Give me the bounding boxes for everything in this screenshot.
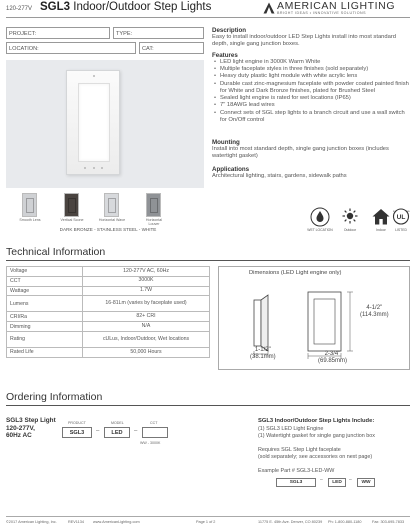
footer-revision: REV1134 [68, 520, 84, 524]
spec-key: Voltage [7, 267, 83, 277]
features-list [212, 59, 412, 124]
dot-bottom-right [101, 167, 103, 169]
indoor-icon [371, 207, 391, 227]
feature-item: • Connect sets of SGL step lights to a branch circuit and use a wall switch for On/Off control [212, 110, 412, 124]
description-heading: Description [212, 27, 247, 34]
width-dimension-label [318, 351, 347, 365]
spec-row [7, 286, 210, 296]
feature-item: • Heavy duty plastic light module with white acrylic lens [212, 73, 412, 80]
spec-row [7, 276, 210, 286]
feature-item: • LED light engine in 3000K Warm White [212, 59, 412, 66]
side-view-lip [261, 295, 268, 351]
requires-line-1: Requires SGL Step Light faceplate [258, 447, 341, 453]
example-dash-2: – [349, 477, 352, 483]
spec-key: Lumens [7, 296, 83, 312]
technical-info-divider [6, 260, 410, 261]
spec-row [7, 322, 210, 332]
front-view-faceplate [308, 292, 341, 351]
includes-heading: SGL3 Indoor/Outdoor Step Lights Include: [258, 418, 375, 424]
page-title [40, 1, 211, 13]
ordering-product-name: SGL3 Step Light [6, 417, 56, 424]
applications-text: Architectural lighting, stairs, gardens, sidewalk paths [212, 173, 347, 179]
outdoor-label: Outdoor [343, 228, 357, 232]
spec-value: 50,000 Hours [83, 347, 210, 357]
spec-key: Wattage [7, 286, 83, 296]
height-mm: (114.3mm) [360, 311, 389, 318]
faceplate-opening [108, 198, 116, 213]
spec-row [7, 331, 210, 347]
applications-heading: Applications [212, 166, 250, 173]
spec-key: Rated Life [7, 347, 83, 357]
footer-phone: Ph: 1-800-880-1180 [328, 520, 362, 524]
ordering-model-box: LED [104, 427, 130, 438]
project-label: PROJECT: [9, 31, 37, 37]
depth-value: 1-1/2" [254, 347, 271, 353]
part-number: 120-277V [6, 6, 33, 12]
spec-value: 82+ CRI [83, 312, 210, 322]
type-label: TYPE: [116, 31, 133, 37]
ordering-info-heading: Ordering Information [6, 391, 103, 403]
ordering-product-voltage: 120-277V, [6, 424, 35, 432]
spec-key: Rating [7, 331, 83, 347]
spec-value: N/A [83, 322, 210, 332]
spec-value: 1.7W [83, 286, 210, 296]
depth-dimension-label [250, 347, 276, 361]
header-divider [6, 17, 410, 18]
dot-bottom-left [84, 167, 86, 169]
spec-row [7, 312, 210, 322]
footer-fax: Fax: 303-695-7833 [372, 520, 405, 524]
includes-item-2: (1) Watertight gasket for single gang junction box [258, 433, 375, 439]
faceplate-swatch [104, 193, 119, 217]
finish-options: DARK BRONZE - STAINLESS STEEL - WHITE [59, 227, 157, 232]
feature-item: • Durable cast zinc-magnesium faceplate with powder coated painted finish for White and Dark Bronze finishes, plated for Brushed Steel [212, 81, 412, 95]
svg-text:UL: UL [396, 214, 406, 221]
cct-caption: CCT [150, 421, 158, 425]
faceplate-opening [150, 198, 158, 213]
faceplate-label: Vertical Scone [60, 218, 84, 222]
footer-page-number: Page 1 of 2 [196, 520, 216, 524]
height-value: 4-1/2" [366, 305, 383, 311]
project-field[interactable] [6, 27, 110, 39]
svg-text:us: us [406, 209, 410, 213]
svg-text:c: c [393, 209, 395, 213]
description-text: Easy to install indoor/outdoor LED Step Lights install into most standard depth, single gang junction boxes. [212, 34, 396, 48]
faceplate-opening [26, 198, 34, 213]
mounting-text: Install into most standard depth, single gang junction boxes (includes watertight gasket) [212, 146, 389, 160]
location-label: LOCATION: [9, 46, 39, 52]
product-photo-faceplate [66, 70, 120, 175]
technical-info-heading: Technical Information [6, 246, 106, 258]
footer-divider [6, 516, 410, 517]
width-value: 2-3/4" [324, 351, 341, 357]
width-mm: (69.85mm) [318, 357, 348, 364]
title-description: Indoor/Outdoor Step Lights [73, 1, 212, 13]
spec-value: 16-81Lm (varies by faceplate used) [83, 296, 210, 312]
height-dimension-label [360, 305, 389, 319]
example-part-number: Example Part # SGL3-LED-WW [258, 468, 335, 474]
type-field[interactable] [113, 27, 204, 39]
spec-key: Dimming [7, 322, 83, 332]
spec-row [7, 347, 210, 357]
spec-table [6, 266, 210, 358]
feature-item: • Multiple faceplate styles in three finishes (sold separately) [212, 66, 412, 73]
cat-field[interactable] [139, 42, 204, 54]
wet-location-icon [310, 207, 330, 227]
footer-copyright: ©2017 American Lighting, Inc. [6, 520, 57, 524]
brand-tagline: BRIGHT IDEAS • INNOVATIVE SOLUTIONS [277, 11, 367, 15]
example-product-box: SGL3 [276, 478, 316, 487]
footer-address: 11775 E. 45th Ave. Denver, CO 80239 [258, 520, 323, 524]
spec-value: cULus, Indoor/Outdoor, Wet locations [83, 331, 210, 347]
faceplate-label: Smooth Lens [19, 218, 41, 222]
spec-row [7, 296, 210, 312]
footer-website[interactable]: www.AmericanLighting.com [93, 520, 140, 524]
spec-key: CCT [7, 276, 83, 286]
spec-key: CRI/Ra [7, 312, 83, 322]
ordering-product-frequency: 60Hz AC [6, 432, 32, 440]
depth-mm: (38.1mm) [250, 353, 276, 360]
requires-line-2: (sold separately; see accessories on next page) [258, 454, 373, 460]
cul-us-listed-icon [392, 207, 410, 227]
faceplate-label: Horizontal Wave [98, 218, 126, 222]
spec-value: 120-277V AC, 60Hz [83, 267, 210, 277]
faceplate-label: Horizontal Louver [145, 218, 163, 227]
ordering-product-title [6, 417, 56, 440]
product-caption: PRODUCT [68, 421, 86, 425]
ordering-dash-1: – [96, 428, 100, 434]
includes-item-1: (1) SGL3 LED Light Engine [258, 426, 324, 432]
faceplate-swatch [146, 193, 161, 217]
outdoor-icon [340, 207, 360, 227]
title-model: SGL3 [40, 1, 71, 13]
cul-us-listed-label: LISTED [395, 228, 407, 232]
brand-name: AMERICAN LIGHTING [277, 0, 396, 12]
example-cct-box: WW [357, 478, 375, 487]
example-dash-1: – [320, 477, 323, 483]
features-heading: Features [212, 52, 238, 59]
screw-top [93, 75, 95, 77]
faceplate-swatch [22, 193, 37, 217]
dimension-drawing [220, 278, 408, 368]
ordering-info-divider [6, 405, 410, 406]
cct-option-note: WW - 3000K [140, 441, 161, 445]
side-view-body [254, 300, 261, 346]
location-field[interactable] [6, 42, 136, 54]
brand-logo-icon [263, 2, 275, 14]
spec-value: 3000K [83, 276, 210, 286]
ordering-cct-box[interactable] [142, 427, 168, 438]
screw-bottom [93, 167, 95, 169]
model-caption: MODEL [111, 421, 124, 425]
example-model-box: LED [328, 478, 346, 487]
spec-row [7, 267, 210, 277]
ordering-product-box: SGL3 [62, 427, 92, 438]
dimensions-title: Dimensions (LED Light engine only) [249, 270, 342, 276]
ordering-dash-2: – [134, 428, 138, 434]
faceplate-swatch [64, 193, 79, 217]
mounting-heading: Mounting [212, 139, 240, 146]
wet-location-label: WET LOCATION [307, 228, 333, 232]
faceplate-opening [68, 198, 76, 213]
product-photo-lens [78, 83, 110, 162]
feature-item: • Sealed light engine is rated for wet locations (IP65) [212, 95, 412, 102]
feature-item: • 7" 18AWG lead wires [212, 102, 412, 109]
cat-label: CAT: [142, 46, 154, 52]
indoor-label: Indoor [376, 228, 386, 232]
